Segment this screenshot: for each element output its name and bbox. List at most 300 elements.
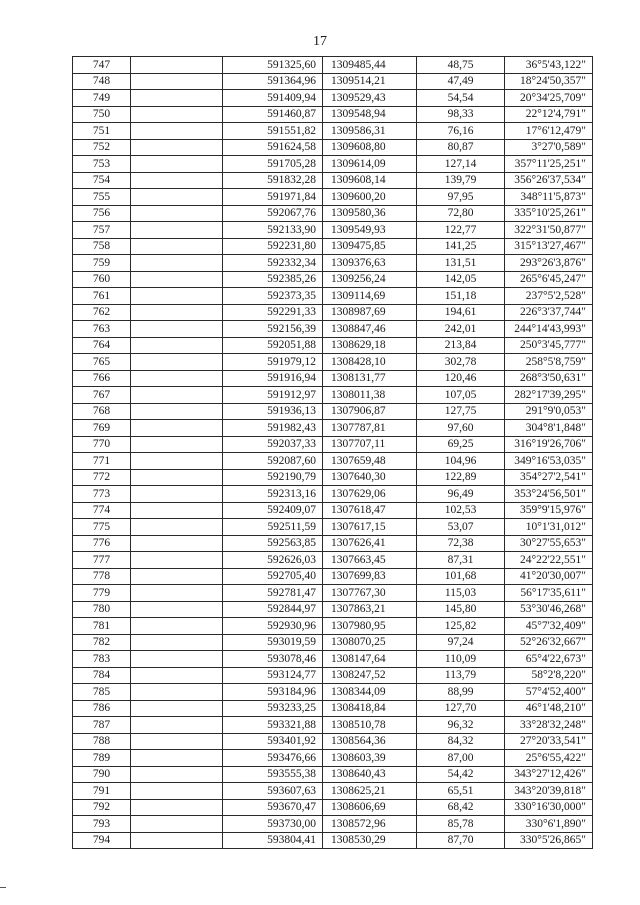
- blank-cell: [131, 585, 223, 602]
- point-number-cell: 767: [73, 387, 131, 404]
- direction-angle-cell: 244°14'43,993": [505, 321, 593, 338]
- x-coordinate-cell: 591409,94: [223, 90, 323, 107]
- table-row: [73, 238, 593, 255]
- table-row: [73, 387, 593, 404]
- blank-cell: [131, 436, 223, 453]
- x-coordinate-cell: 591364,96: [223, 73, 323, 90]
- table-row: [73, 667, 593, 684]
- segment-length-cell: 102,53: [417, 502, 505, 519]
- y-coordinate-cell: 1307640,30: [323, 469, 417, 486]
- table-row: [73, 156, 593, 173]
- x-coordinate-cell: 592511,59: [223, 519, 323, 536]
- blank-cell: [131, 601, 223, 618]
- point-number-cell: 755: [73, 189, 131, 206]
- direction-angle-cell: 348°11'5,873": [505, 189, 593, 206]
- point-number-cell: 781: [73, 618, 131, 635]
- x-coordinate-cell: 592781,47: [223, 585, 323, 602]
- segment-length-cell: 72,38: [417, 535, 505, 552]
- y-coordinate-cell: 1308629,18: [323, 337, 417, 354]
- segment-length-cell: 48,75: [417, 57, 505, 74]
- point-number-cell: 777: [73, 552, 131, 569]
- blank-cell: [131, 667, 223, 684]
- table-row: [73, 453, 593, 470]
- direction-angle-cell: 18°24'50,357": [505, 73, 593, 90]
- point-number-cell: 770: [73, 436, 131, 453]
- blank-cell: [131, 337, 223, 354]
- segment-length-cell: 131,51: [417, 255, 505, 272]
- x-coordinate-cell: 592373,35: [223, 288, 323, 305]
- direction-angle-cell: 343°20'39,818": [505, 783, 593, 800]
- table-row: [73, 255, 593, 272]
- point-number-cell: 782: [73, 634, 131, 651]
- x-coordinate-cell: 592332,34: [223, 255, 323, 272]
- direction-angle-cell: 65°4'22,673": [505, 651, 593, 668]
- segment-length-cell: 142,05: [417, 271, 505, 288]
- direction-angle-cell: 22°12'4,791": [505, 106, 593, 123]
- segment-length-cell: 96,32: [417, 717, 505, 734]
- x-coordinate-cell: 592563,85: [223, 535, 323, 552]
- point-number-cell: 769: [73, 420, 131, 437]
- segment-length-cell: 194,61: [417, 304, 505, 321]
- y-coordinate-cell: 1308847,46: [323, 321, 417, 338]
- direction-angle-cell: 353°24'56,501": [505, 486, 593, 503]
- point-number-cell: 774: [73, 502, 131, 519]
- point-number-cell: 748: [73, 73, 131, 90]
- segment-length-cell: 122,77: [417, 222, 505, 239]
- y-coordinate-cell: 1308987,69: [323, 304, 417, 321]
- y-coordinate-cell: 1309586,31: [323, 123, 417, 140]
- blank-cell: [131, 816, 223, 833]
- point-number-cell: 787: [73, 717, 131, 734]
- point-number-cell: 763: [73, 321, 131, 338]
- x-coordinate-cell: 591936,13: [223, 403, 323, 420]
- table-row: [73, 354, 593, 371]
- table-row: [73, 684, 593, 701]
- blank-cell: [131, 205, 223, 222]
- y-coordinate-cell: 1309580,36: [323, 205, 417, 222]
- point-number-cell: 751: [73, 123, 131, 140]
- x-coordinate-cell: 592844,97: [223, 601, 323, 618]
- direction-angle-cell: 282°17'39,295": [505, 387, 593, 404]
- y-coordinate-cell: 1308344,09: [323, 684, 417, 701]
- point-number-cell: 779: [73, 585, 131, 602]
- segment-length-cell: 145,80: [417, 601, 505, 618]
- table-row: [73, 172, 593, 189]
- y-coordinate-cell: 1309548,94: [323, 106, 417, 123]
- blank-cell: [131, 139, 223, 156]
- segment-length-cell: 115,03: [417, 585, 505, 602]
- segment-length-cell: 101,68: [417, 568, 505, 585]
- point-number-cell: 768: [73, 403, 131, 420]
- x-coordinate-cell: 593730,00: [223, 816, 323, 833]
- segment-length-cell: 107,05: [417, 387, 505, 404]
- table-row: [73, 205, 593, 222]
- blank-cell: [131, 106, 223, 123]
- table-row: [73, 552, 593, 569]
- x-coordinate-cell: 592626,03: [223, 552, 323, 569]
- y-coordinate-cell: 1308147,64: [323, 651, 417, 668]
- table-row: [73, 139, 593, 156]
- segment-length-cell: 54,42: [417, 766, 505, 783]
- segment-length-cell: 127,75: [417, 403, 505, 420]
- segment-length-cell: 88,99: [417, 684, 505, 701]
- x-coordinate-cell: 591705,28: [223, 156, 323, 173]
- direction-angle-cell: 291°9'0,053": [505, 403, 593, 420]
- segment-length-cell: 65,51: [417, 783, 505, 800]
- y-coordinate-cell: 1308418,84: [323, 700, 417, 717]
- x-coordinate-cell: 593401,92: [223, 733, 323, 750]
- y-coordinate-cell: 1308131,77: [323, 370, 417, 387]
- segment-length-cell: 139,79: [417, 172, 505, 189]
- direction-angle-cell: 315°13'27,467": [505, 238, 593, 255]
- x-coordinate-cell: 591971,84: [223, 189, 323, 206]
- y-coordinate-cell: 1309485,44: [323, 57, 417, 74]
- segment-length-cell: 127,70: [417, 700, 505, 717]
- y-coordinate-cell: 1308070,25: [323, 634, 417, 651]
- x-coordinate-cell: 593233,25: [223, 700, 323, 717]
- point-number-cell: 749: [73, 90, 131, 107]
- direction-angle-cell: 330°6'1,890": [505, 816, 593, 833]
- table-row: [73, 436, 593, 453]
- x-coordinate-cell: 591916,94: [223, 370, 323, 387]
- table-row: [73, 73, 593, 90]
- x-coordinate-cell: 591912,97: [223, 387, 323, 404]
- blank-cell: [131, 288, 223, 305]
- blank-cell: [131, 700, 223, 717]
- table-row: [73, 799, 593, 816]
- segment-length-cell: 98,33: [417, 106, 505, 123]
- y-coordinate-cell: 1307767,30: [323, 585, 417, 602]
- blank-cell: [131, 783, 223, 800]
- segment-length-cell: 110,09: [417, 651, 505, 668]
- segment-length-cell: 97,60: [417, 420, 505, 437]
- x-coordinate-cell: 592190,79: [223, 469, 323, 486]
- table-row: [73, 420, 593, 437]
- x-coordinate-cell: 592930,96: [223, 618, 323, 635]
- blank-cell: [131, 123, 223, 140]
- segment-length-cell: 72,80: [417, 205, 505, 222]
- x-coordinate-cell: 591982,43: [223, 420, 323, 437]
- y-coordinate-cell: 1307629,06: [323, 486, 417, 503]
- direction-angle-cell: 335°10'25,261": [505, 205, 593, 222]
- segment-length-cell: 302,78: [417, 354, 505, 371]
- direction-angle-cell: 10°1'31,012": [505, 519, 593, 536]
- point-number-cell: 783: [73, 651, 131, 668]
- table-row: [73, 717, 593, 734]
- point-number-cell: 780: [73, 601, 131, 618]
- y-coordinate-cell: 1307980,95: [323, 618, 417, 635]
- y-coordinate-cell: 1309114,69: [323, 288, 417, 305]
- table-row: [73, 403, 593, 420]
- segment-length-cell: 104,96: [417, 453, 505, 470]
- direction-angle-cell: 343°27'12,426": [505, 766, 593, 783]
- y-coordinate-cell: 1308530,29: [323, 832, 417, 849]
- segment-length-cell: 87,00: [417, 750, 505, 767]
- x-coordinate-cell: 592087,60: [223, 453, 323, 470]
- point-number-cell: 772: [73, 469, 131, 486]
- point-number-cell: 776: [73, 535, 131, 552]
- point-number-cell: 773: [73, 486, 131, 503]
- direction-angle-cell: 356°26'37,534": [505, 172, 593, 189]
- table-row: [73, 766, 593, 783]
- x-coordinate-cell: 592051,88: [223, 337, 323, 354]
- x-coordinate-cell: 591460,87: [223, 106, 323, 123]
- segment-length-cell: 76,16: [417, 123, 505, 140]
- y-coordinate-cell: 1309529,43: [323, 90, 417, 107]
- point-number-cell: 790: [73, 766, 131, 783]
- direction-angle-cell: 226°3'37,744": [505, 304, 593, 321]
- point-number-cell: 792: [73, 799, 131, 816]
- segment-length-cell: 87,70: [417, 832, 505, 849]
- blank-cell: [131, 370, 223, 387]
- direction-angle-cell: 349°16'53,035": [505, 453, 593, 470]
- direction-angle-cell: 268°3'50,631": [505, 370, 593, 387]
- y-coordinate-cell: 1308606,69: [323, 799, 417, 816]
- point-number-cell: 765: [73, 354, 131, 371]
- blank-cell: [131, 172, 223, 189]
- blank-cell: [131, 321, 223, 338]
- direction-angle-cell: 52°26'32,667": [505, 634, 593, 651]
- direction-angle-cell: 57°4'52,400": [505, 684, 593, 701]
- y-coordinate-cell: 1308247,52: [323, 667, 417, 684]
- coordinates-table: [72, 56, 593, 849]
- segment-length-cell: 85,78: [417, 816, 505, 833]
- segment-length-cell: 87,31: [417, 552, 505, 569]
- blank-cell: [131, 535, 223, 552]
- table-row: [73, 288, 593, 305]
- x-coordinate-cell: 593607,63: [223, 783, 323, 800]
- table-row: [73, 90, 593, 107]
- direction-angle-cell: 3°27'0,589": [505, 139, 593, 156]
- blank-cell: [131, 304, 223, 321]
- table-row: [73, 634, 593, 651]
- x-coordinate-cell: 593124,77: [223, 667, 323, 684]
- direction-angle-cell: 304°8'1,848": [505, 420, 593, 437]
- point-number-cell: 766: [73, 370, 131, 387]
- y-coordinate-cell: 1309475,85: [323, 238, 417, 255]
- table-row: [73, 486, 593, 503]
- blank-cell: [131, 189, 223, 206]
- point-number-cell: 775: [73, 519, 131, 536]
- y-coordinate-cell: 1307787,81: [323, 420, 417, 437]
- direction-angle-cell: 265°6'45,247": [505, 271, 593, 288]
- point-number-cell: 752: [73, 139, 131, 156]
- page-number: 17: [313, 34, 327, 49]
- x-coordinate-cell: 591325,60: [223, 57, 323, 74]
- y-coordinate-cell: 1309608,80: [323, 139, 417, 156]
- y-coordinate-cell: 1308510,78: [323, 717, 417, 734]
- x-coordinate-cell: 593555,38: [223, 766, 323, 783]
- table-row: [73, 271, 593, 288]
- segment-length-cell: 54,54: [417, 90, 505, 107]
- table-row: [73, 585, 593, 602]
- x-coordinate-cell: 592133,90: [223, 222, 323, 239]
- blank-cell: [131, 717, 223, 734]
- table-row: [73, 189, 593, 206]
- y-coordinate-cell: 1308011,38: [323, 387, 417, 404]
- direction-angle-cell: 36°5'43,122": [505, 57, 593, 74]
- y-coordinate-cell: 1308640,43: [323, 766, 417, 783]
- point-number-cell: 760: [73, 271, 131, 288]
- table-row: [73, 783, 593, 800]
- blank-cell: [131, 90, 223, 107]
- point-number-cell: 778: [73, 568, 131, 585]
- y-coordinate-cell: 1309549,93: [323, 222, 417, 239]
- x-coordinate-cell: 593184,96: [223, 684, 323, 701]
- table-row: [73, 618, 593, 635]
- table-row: [73, 370, 593, 387]
- coordinates-table-body: [73, 57, 593, 849]
- y-coordinate-cell: 1307659,48: [323, 453, 417, 470]
- x-coordinate-cell: 592037,33: [223, 436, 323, 453]
- segment-length-cell: 242,01: [417, 321, 505, 338]
- y-coordinate-cell: 1308564,36: [323, 733, 417, 750]
- blank-cell: [131, 651, 223, 668]
- direction-angle-cell: 41°20'30,007": [505, 568, 593, 585]
- direction-angle-cell: 20°34'25,709": [505, 90, 593, 107]
- x-coordinate-cell: 592705,40: [223, 568, 323, 585]
- y-coordinate-cell: 1307626,41: [323, 535, 417, 552]
- table-row: [73, 832, 593, 849]
- table-row: [73, 57, 593, 74]
- point-number-cell: 750: [73, 106, 131, 123]
- x-coordinate-cell: 593804,41: [223, 832, 323, 849]
- x-coordinate-cell: 591832,28: [223, 172, 323, 189]
- blank-cell: [131, 568, 223, 585]
- blank-cell: [131, 733, 223, 750]
- segment-length-cell: 141,25: [417, 238, 505, 255]
- direction-angle-cell: 27°20'33,541": [505, 733, 593, 750]
- segment-length-cell: 69,25: [417, 436, 505, 453]
- point-number-cell: 761: [73, 288, 131, 305]
- point-number-cell: 757: [73, 222, 131, 239]
- y-coordinate-cell: 1307906,87: [323, 403, 417, 420]
- blank-cell: [131, 420, 223, 437]
- blank-cell: [131, 634, 223, 651]
- table-row: [73, 651, 593, 668]
- direction-angle-cell: 46°1'48,210": [505, 700, 593, 717]
- table-row: [73, 469, 593, 486]
- blank-cell: [131, 832, 223, 849]
- blank-cell: [131, 387, 223, 404]
- y-coordinate-cell: 1309608,14: [323, 172, 417, 189]
- y-coordinate-cell: 1308428,10: [323, 354, 417, 371]
- table-row: [73, 321, 593, 338]
- point-number-cell: 764: [73, 337, 131, 354]
- y-coordinate-cell: 1308572,96: [323, 816, 417, 833]
- direction-angle-cell: 330°5'26,865": [505, 832, 593, 849]
- table-row: [73, 816, 593, 833]
- blank-cell: [131, 73, 223, 90]
- direction-angle-cell: 330°16'30,000": [505, 799, 593, 816]
- table-row: [73, 733, 593, 750]
- blank-cell: [131, 238, 223, 255]
- x-coordinate-cell: 593321,88: [223, 717, 323, 734]
- direction-angle-cell: 30°27'55,653": [505, 535, 593, 552]
- point-number-cell: 762: [73, 304, 131, 321]
- point-number-cell: 758: [73, 238, 131, 255]
- x-coordinate-cell: 592313,16: [223, 486, 323, 503]
- table-row: [73, 700, 593, 717]
- point-number-cell: 784: [73, 667, 131, 684]
- direction-angle-cell: 56°17'35,611": [505, 585, 593, 602]
- segment-length-cell: 120,46: [417, 370, 505, 387]
- x-coordinate-cell: 593476,66: [223, 750, 323, 767]
- point-number-cell: 789: [73, 750, 131, 767]
- page-edge-mark: [0, 887, 6, 888]
- point-number-cell: 771: [73, 453, 131, 470]
- point-number-cell: 794: [73, 832, 131, 849]
- point-number-cell: 754: [73, 172, 131, 189]
- blank-cell: [131, 453, 223, 470]
- table-row: [73, 519, 593, 536]
- table-row: [73, 222, 593, 239]
- blank-cell: [131, 519, 223, 536]
- x-coordinate-cell: 593019,59: [223, 634, 323, 651]
- direction-angle-cell: 322°31'50,877": [505, 222, 593, 239]
- segment-length-cell: 97,24: [417, 634, 505, 651]
- table-row: [73, 304, 593, 321]
- y-coordinate-cell: 1309256,24: [323, 271, 417, 288]
- y-coordinate-cell: 1308603,39: [323, 750, 417, 767]
- table-row: [73, 601, 593, 618]
- y-coordinate-cell: 1307863,21: [323, 601, 417, 618]
- direction-angle-cell: 354°27'2,541": [505, 469, 593, 486]
- blank-cell: [131, 271, 223, 288]
- point-number-cell: 791: [73, 783, 131, 800]
- x-coordinate-cell: 592385,26: [223, 271, 323, 288]
- direction-angle-cell: 24°22'22,551": [505, 552, 593, 569]
- x-coordinate-cell: 592409,07: [223, 502, 323, 519]
- segment-length-cell: 125,82: [417, 618, 505, 635]
- blank-cell: [131, 684, 223, 701]
- table-row: [73, 502, 593, 519]
- x-coordinate-cell: 592067,76: [223, 205, 323, 222]
- point-number-cell: 785: [73, 684, 131, 701]
- x-coordinate-cell: 592291,33: [223, 304, 323, 321]
- blank-cell: [131, 354, 223, 371]
- segment-length-cell: 53,07: [417, 519, 505, 536]
- x-coordinate-cell: 593078,46: [223, 651, 323, 668]
- point-number-cell: 747: [73, 57, 131, 74]
- x-coordinate-cell: 591624,58: [223, 139, 323, 156]
- direction-angle-cell: 258°5'8,759": [505, 354, 593, 371]
- point-number-cell: 786: [73, 700, 131, 717]
- x-coordinate-cell: 593670,47: [223, 799, 323, 816]
- segment-length-cell: 97,95: [417, 189, 505, 206]
- table-row: [73, 337, 593, 354]
- point-number-cell: 759: [73, 255, 131, 272]
- y-coordinate-cell: 1307617,15: [323, 519, 417, 536]
- direction-angle-cell: 359°9'15,976": [505, 502, 593, 519]
- segment-length-cell: 68,42: [417, 799, 505, 816]
- segment-length-cell: 80,87: [417, 139, 505, 156]
- segment-length-cell: 151,18: [417, 288, 505, 305]
- direction-angle-cell: 58°2'8,220": [505, 667, 593, 684]
- blank-cell: [131, 156, 223, 173]
- table-row: [73, 123, 593, 140]
- table-row: [73, 750, 593, 767]
- y-coordinate-cell: 1309376,63: [323, 255, 417, 272]
- blank-cell: [131, 222, 223, 239]
- table-row: [73, 106, 593, 123]
- blank-cell: [131, 766, 223, 783]
- point-number-cell: 753: [73, 156, 131, 173]
- direction-angle-cell: 17°6'12,479": [505, 123, 593, 140]
- point-number-cell: 793: [73, 816, 131, 833]
- y-coordinate-cell: 1307699,83: [323, 568, 417, 585]
- segment-length-cell: 113,79: [417, 667, 505, 684]
